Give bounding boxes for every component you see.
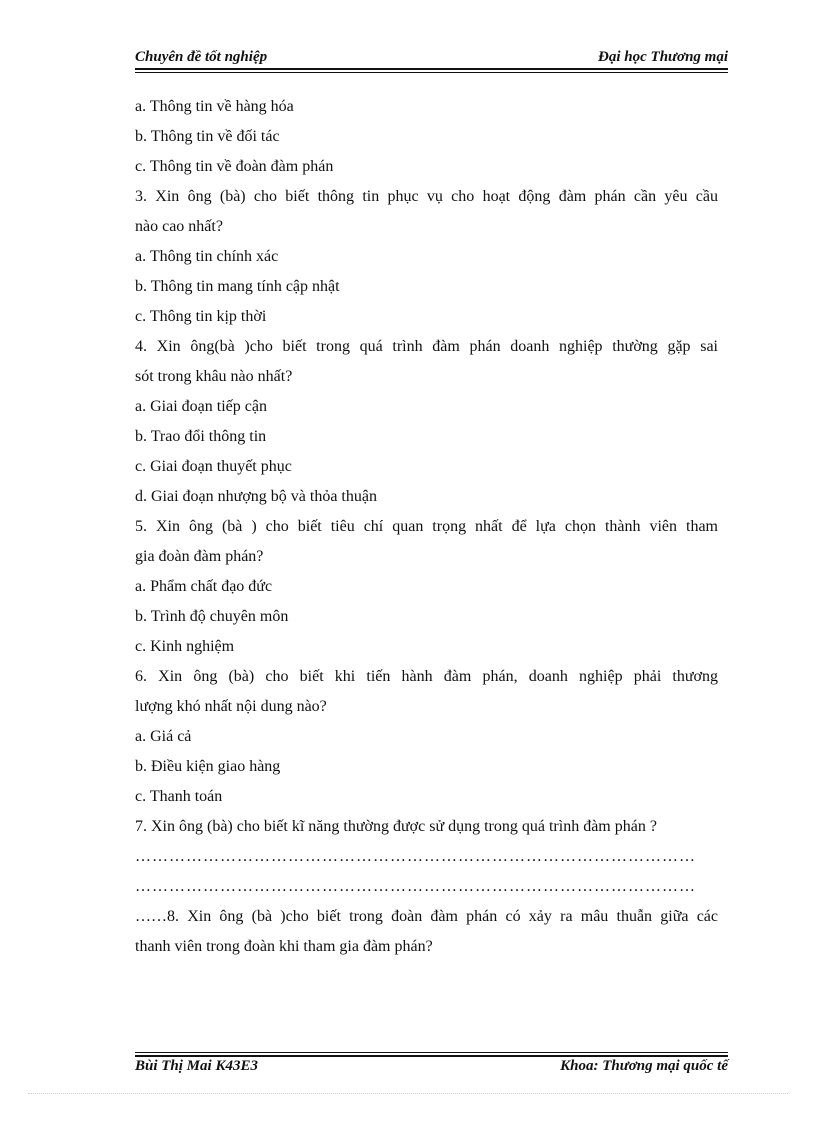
question-text: 5. Xin ông (bà ) cho biết tiêu chí quan trọng nhất để lựa chọn thành viên tham — [135, 518, 718, 535]
answer-option: a. Giá cả — [135, 728, 192, 745]
answer-option: a. Thông tin chính xác — [135, 248, 279, 265]
question-4-line-1 — [135, 332, 718, 362]
answer-option: b. Điều kiện giao hàng — [135, 758, 281, 775]
footer-author: Bùi Thị Mai K43E3 — [135, 1058, 258, 1074]
answer-option: c. Giai đoạn thuyết phục — [135, 458, 292, 475]
answer-option: b. Trao đổi thông tin — [135, 428, 267, 445]
question-6-line-2: lượng khó nhất nội dung nào? — [135, 698, 327, 715]
answer-option: b. Thông tin về đối tác — [135, 128, 280, 145]
answer-option: d. Giai đoạn nhượng bộ và thỏa thuận — [135, 488, 377, 505]
question-text: ……8. Xin ông (bà )cho biết trong đoàn đàm phán có xảy ra mâu thuẫn giữa các — [135, 908, 718, 925]
question-text: 6. Xin ông (bà) cho biết khi tiến hành đàm phán, doanh nghiệp phải thương — [135, 668, 718, 685]
footer-rule — [135, 1055, 728, 1057]
header-document-type: Chuyên đề tốt nghiệp — [135, 49, 268, 65]
answer-blank-line: ……………………………………………………………………………………… — [135, 878, 696, 895]
answer-option: b. Trình độ chuyên môn — [135, 608, 289, 625]
answer-blank-line: ……………………………………………………………………………………… — [135, 848, 696, 865]
answer-option: c. Thanh toán — [135, 788, 223, 805]
question-6-line-1 — [135, 662, 718, 692]
question-text: 3. Xin ông (bà) cho biết thông tin phục vụ cho hoạt động đàm phán cần yêu cầu — [135, 188, 718, 205]
survey-questions — [135, 92, 718, 962]
footer-rule-thin — [135, 1052, 728, 1053]
question-4-line-2: sót trong khâu nào nhất? — [135, 368, 293, 385]
answer-option: a. Phẩm chất đạo đức — [135, 578, 273, 595]
answer-option: a. Thông tin về hàng hóa — [135, 98, 294, 115]
page-break-divider — [28, 1093, 788, 1094]
question-8-line-2: thanh viên trong đoàn khi tham gia đàm phán? — [135, 938, 433, 955]
footer-faculty: Khoa: Thương mại quốc tế — [560, 1058, 728, 1074]
question-8-line-1 — [135, 902, 718, 932]
question-5-line-1 — [135, 512, 718, 542]
page-footer — [135, 1058, 728, 1078]
answer-option: b. Thông tin mang tính cập nhật — [135, 278, 340, 295]
header-rule-thin — [135, 72, 728, 73]
question-5-line-2: gia đoàn đàm phán? — [135, 548, 264, 565]
answer-option: c. Thông tin kịp thời — [135, 308, 267, 325]
question-7: 7. Xin ông (bà) cho biết kĩ năng thường được sử dụng trong quá trình đàm phán ? — [135, 818, 657, 835]
question-3-line-2: nào cao nhất? — [135, 218, 223, 235]
header-rule — [135, 68, 728, 70]
question-text: 4. Xin ông(bà )cho biết trong quá trình đàm phán doanh nghiệp thường gặp sai — [135, 338, 718, 355]
answer-option: a. Giai đoạn tiếp cận — [135, 398, 267, 415]
answer-option: c. Kinh nghiệm — [135, 638, 235, 655]
answer-option: c. Thông tin về đoàn đàm phán — [135, 158, 334, 175]
question-3-line-1 — [135, 182, 718, 212]
page-header — [135, 49, 728, 69]
header-university: Đại học Thương mại — [598, 49, 728, 65]
